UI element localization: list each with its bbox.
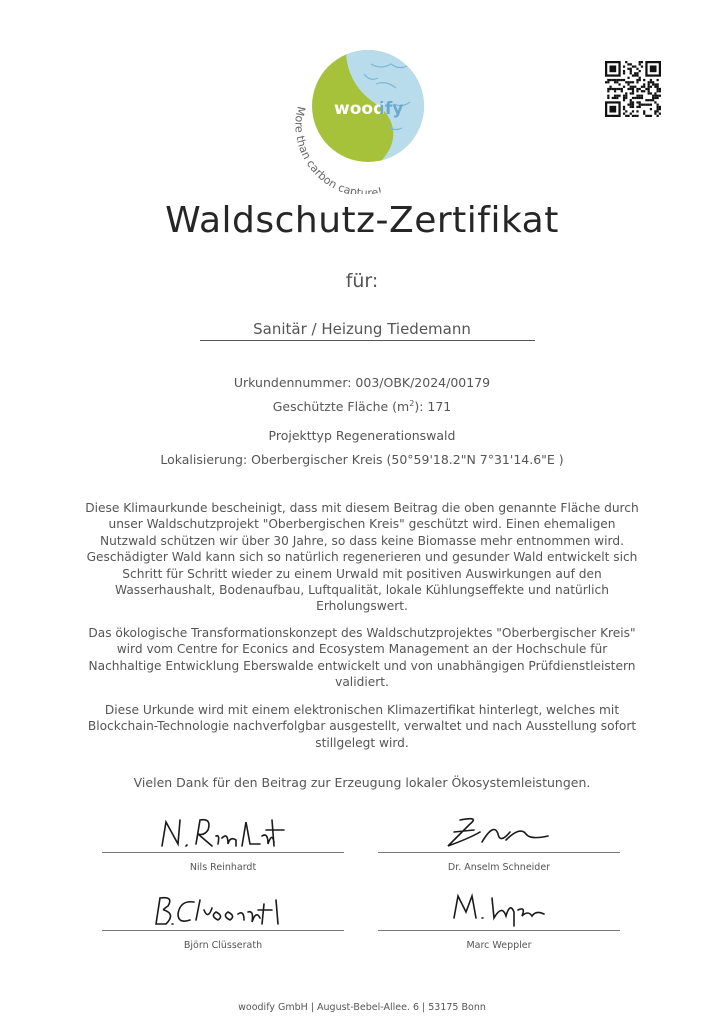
qr-module	[652, 99, 654, 101]
qr-module	[641, 97, 643, 99]
paragraph-line: Diese Klimaurkunde bescheinigt, dass mit diesem Beitrag die oben genannte Fläche durch	[85, 501, 639, 515]
qr-module	[650, 92, 652, 94]
signer-name: Dr. Anselm Schneider	[447, 862, 551, 873]
qr-module	[609, 79, 611, 81]
qr-module	[641, 90, 643, 92]
qr-module	[625, 81, 627, 83]
qr-module	[623, 97, 625, 99]
qr-module	[657, 106, 659, 108]
paragraph-line: Nachhaltige Entwicklung Eberswalde entwickelt und von unabhängigen Prüfdienstleistern	[88, 658, 636, 673]
qr-module	[634, 115, 636, 117]
certificate-title: Waldschutz-Zertifikat	[165, 200, 559, 241]
qr-module	[652, 95, 654, 97]
qr-module	[654, 95, 656, 97]
paragraph-line: Das ökologische Transformationskonzept des Waldschutzprojektes "Oberbergischer Kreis"	[88, 626, 636, 640]
qr-module	[639, 77, 641, 79]
qr-module	[636, 72, 638, 74]
qr-module	[623, 113, 625, 115]
qr-code	[605, 61, 661, 117]
qr-module	[654, 110, 656, 112]
qr-module	[636, 81, 638, 83]
qr-module	[630, 92, 632, 94]
recipient-underline	[200, 340, 535, 341]
qr-module	[632, 106, 634, 108]
signer-name: Björn Clüsserath	[183, 940, 263, 951]
qr-module	[636, 74, 638, 76]
qr-module	[648, 104, 650, 106]
qr-module	[630, 104, 632, 106]
qr-module	[639, 101, 641, 103]
qr-module	[650, 65, 657, 72]
qr-module	[636, 101, 638, 103]
qr-module	[609, 106, 616, 113]
qr-module	[632, 101, 634, 103]
qr-module	[612, 97, 614, 99]
qr-module	[657, 86, 659, 88]
paragraph-line: Erholungswert.	[316, 599, 408, 614]
qr-module	[607, 81, 609, 83]
project-type: Projekttyp Regenerationswald	[268, 428, 456, 443]
qr-module	[605, 81, 607, 83]
qr-module	[657, 95, 659, 97]
qr-module	[636, 115, 638, 117]
qr-module	[630, 99, 632, 101]
qr-module	[654, 97, 656, 99]
qr-module	[625, 110, 627, 112]
qr-module	[621, 88, 623, 90]
qr-module	[607, 90, 609, 92]
qr-module	[654, 101, 656, 103]
qr-module	[643, 83, 645, 85]
qr-module	[639, 61, 641, 63]
qr-module	[625, 95, 627, 97]
qr-module	[643, 90, 645, 92]
paragraph-line: Diese Urkunde wird mit einem elektronischen Klimazertifikat hinterlegt, welches mit	[104, 703, 620, 717]
svg-text:wood: wood	[334, 99, 386, 119]
qr-module	[645, 115, 647, 117]
woodify-logo	[276, 44, 456, 194]
qr-module	[618, 79, 620, 81]
qr-module	[652, 83, 654, 85]
paragraph-line: Geschädigter Wald kann sich so natürlich regenerieren und gesunder Wald entwickelt sich	[86, 550, 638, 565]
signature-bjoern-cluesserath	[148, 890, 298, 930]
paragraph-line: stillgelegt wird.	[315, 735, 409, 750]
qr-module	[609, 88, 611, 90]
qr-module	[641, 95, 643, 97]
qr-module	[632, 86, 634, 88]
qr-module	[623, 108, 625, 110]
qr-module	[623, 99, 625, 101]
qr-module	[623, 106, 625, 108]
paragraph-line: validiert.	[335, 675, 389, 690]
qr-module	[614, 79, 616, 81]
qr-module	[650, 81, 652, 83]
qr-module	[632, 115, 634, 117]
certificate-number: Urkundennummer: 003/OBK/2024/00179	[233, 375, 491, 390]
qr-module	[652, 97, 654, 99]
qr-module	[614, 95, 616, 97]
qr-module	[654, 92, 656, 94]
qr-module	[650, 108, 652, 110]
for-label: für:	[345, 270, 379, 292]
qr-module	[648, 86, 650, 88]
qr-module	[614, 88, 616, 90]
qr-module	[639, 88, 641, 90]
qr-module	[632, 92, 634, 94]
qr-module	[616, 79, 618, 81]
qr-module	[616, 88, 618, 90]
qr-module	[657, 108, 659, 110]
qr-module	[659, 108, 661, 110]
qr-module	[659, 90, 661, 92]
qr-module	[659, 106, 661, 108]
qr-module	[609, 65, 616, 72]
qr-module	[623, 86, 625, 88]
qr-module	[625, 92, 627, 94]
qr-module	[657, 115, 659, 117]
footer-address: woodify GmbH | August-Bebel-Allee. 6 | 53175 Bonn	[238, 1002, 486, 1013]
paragraph-line: Nutzwald schützen wir über 30 Jahre, so dass keine Biomasse mehr entnommen wird.	[100, 533, 624, 548]
qr-module	[657, 83, 659, 85]
qr-module	[621, 79, 623, 81]
qr-module	[636, 90, 638, 92]
qr-module	[614, 81, 616, 83]
qr-module	[625, 61, 627, 63]
qr-module	[648, 99, 650, 101]
signature-line	[102, 930, 344, 931]
qr-module	[627, 104, 629, 106]
qr-module	[648, 115, 650, 117]
qr-module	[616, 95, 618, 97]
paragraph-description	[80, 500, 644, 615]
qr-module	[612, 79, 614, 81]
qr-module	[623, 79, 625, 81]
qr-module	[636, 88, 638, 90]
qr-module	[618, 88, 620, 90]
qr-module	[648, 81, 650, 83]
paragraph-line: Wasserhaushalt, Bodenaufbau, Luftqualität, lokale Kühlungseffekte und natürlich	[115, 583, 609, 598]
qr-module	[616, 81, 618, 83]
qr-module	[657, 90, 659, 92]
qr-module	[630, 101, 632, 103]
qr-module	[654, 83, 656, 85]
area-exponent: 2	[409, 399, 415, 408]
qr-module	[636, 95, 638, 97]
qr-module	[650, 99, 652, 101]
qr-module	[632, 88, 634, 90]
signature-line	[378, 930, 620, 931]
qr-module	[636, 97, 638, 99]
qr-module	[645, 99, 647, 101]
qr-module	[643, 110, 645, 112]
qr-module	[654, 86, 656, 88]
qr-module	[630, 70, 632, 72]
qr-module	[627, 63, 629, 65]
qr-module	[657, 110, 659, 112]
qr-module	[639, 104, 641, 106]
signer-name: Nils Reinhardt	[189, 862, 257, 873]
qr-module	[623, 70, 625, 72]
qr-module	[632, 65, 634, 67]
qr-module	[630, 113, 632, 115]
qr-module	[630, 63, 632, 65]
qr-module	[623, 65, 625, 67]
qr-module	[639, 70, 641, 72]
qr-module	[632, 110, 634, 112]
qr-module	[634, 97, 636, 99]
recipient-name: Sanitär / Heizung Tiedemann	[253, 320, 471, 338]
location: Lokalisierung: Oberbergischer Kreis (50°59'18.2"N 7°31'14.6"E )	[160, 452, 564, 467]
qr-module	[650, 104, 652, 106]
qr-module	[627, 115, 629, 117]
qr-module	[639, 97, 641, 99]
qr-module	[657, 97, 659, 99]
paragraph-blockchain	[80, 702, 644, 751]
qr-module	[614, 90, 616, 92]
qr-module	[618, 95, 620, 97]
qr-module	[614, 97, 616, 99]
qr-module	[632, 90, 634, 92]
qr-module	[657, 104, 659, 106]
qr-module	[630, 81, 632, 83]
qr-module	[657, 88, 659, 90]
qr-module	[623, 72, 625, 74]
qr-module	[630, 106, 632, 108]
qr-module	[627, 68, 629, 70]
woodify-logo-graphic	[276, 44, 456, 194]
logo-tagline: More than carbon capture!	[292, 105, 384, 194]
qr-module	[632, 97, 634, 99]
signer-name: Marc Weppler	[466, 940, 532, 951]
qr-module	[636, 79, 638, 81]
signature-anselm-schneider	[440, 812, 560, 850]
qr-module	[641, 61, 643, 63]
qr-module	[632, 104, 634, 106]
qr-module	[650, 79, 652, 81]
qr-module	[636, 110, 638, 112]
qr-module	[607, 97, 609, 99]
qr-module	[650, 115, 652, 117]
qr-module	[632, 81, 634, 83]
qr-module	[652, 81, 654, 83]
qr-module	[627, 77, 629, 79]
qr-module	[636, 106, 638, 108]
qr-module	[645, 104, 647, 106]
qr-module	[630, 68, 632, 70]
qr-module	[612, 88, 614, 90]
thank-you-note: Vielen Dank für den Beitrag zur Erzeugung lokaler Ökosystemleistungen.	[133, 775, 591, 790]
qr-module	[639, 95, 641, 97]
qr-module	[643, 104, 645, 106]
qr-module	[607, 95, 609, 97]
qr-module	[625, 115, 627, 117]
paragraph-line: Blockchain-Technologie nachverfolgbar ausgestellt, verwaltet und nach Ausstellung sofort	[87, 719, 637, 734]
qr-module	[643, 79, 645, 81]
qr-module	[645, 88, 647, 90]
qr-module	[632, 74, 634, 76]
qr-module	[607, 88, 609, 90]
signature-nils-reinhardt	[150, 810, 300, 852]
qr-module	[630, 86, 632, 88]
qr-module	[627, 88, 629, 90]
signature-line	[102, 852, 344, 853]
qr-module	[634, 74, 636, 76]
qr-code-graphic	[605, 61, 661, 117]
qr-module	[636, 68, 638, 70]
signature-line	[378, 852, 620, 853]
qr-module	[641, 104, 643, 106]
qr-module	[630, 88, 632, 90]
area-suffix: ): 171	[414, 399, 452, 415]
qr-module	[639, 79, 641, 81]
qr-module	[650, 86, 652, 88]
qr-module	[659, 113, 661, 115]
qr-module	[621, 90, 623, 92]
paragraph-line: Schritt für Schritt wieder zu einem Urwald mit positiven Auswirkungen auf den	[122, 566, 602, 581]
qr-module	[639, 63, 641, 65]
area-prefix: Geschützte Fläche (m	[272, 399, 410, 415]
qr-module	[634, 86, 636, 88]
qr-module	[657, 79, 659, 81]
qr-module	[634, 72, 636, 74]
svg-text:ify: ify	[379, 99, 404, 119]
qr-module	[641, 65, 643, 67]
paragraph-line: unser Waldschutzprojekt "Oberbergischen Kreis" geschützt wird. Einen ehemaligen	[108, 517, 616, 532]
signature-marc-weppler	[448, 888, 558, 928]
qr-module	[618, 83, 620, 85]
qr-module	[627, 83, 629, 85]
qr-module	[648, 92, 650, 94]
protected-area	[0, 399, 724, 414]
qr-module	[616, 97, 618, 99]
qr-module	[607, 79, 609, 81]
qr-module	[643, 113, 645, 115]
qr-module	[609, 86, 611, 88]
qr-module	[634, 65, 636, 67]
qr-module	[659, 88, 661, 90]
qr-module	[659, 95, 661, 97]
qr-module	[639, 106, 641, 108]
qr-module	[625, 97, 627, 99]
qr-module	[648, 90, 650, 92]
qr-module	[641, 86, 643, 88]
paragraph-line: wird vom Centre for Econics and Ecosystem Management an der Hochschule für	[116, 642, 608, 657]
qr-module	[654, 113, 656, 115]
paragraph-concept	[80, 625, 644, 691]
qr-module	[643, 86, 645, 88]
qr-module	[627, 81, 629, 83]
qr-module	[648, 83, 650, 85]
qr-module	[623, 95, 625, 97]
qr-module	[630, 72, 632, 74]
qr-module	[648, 88, 650, 90]
